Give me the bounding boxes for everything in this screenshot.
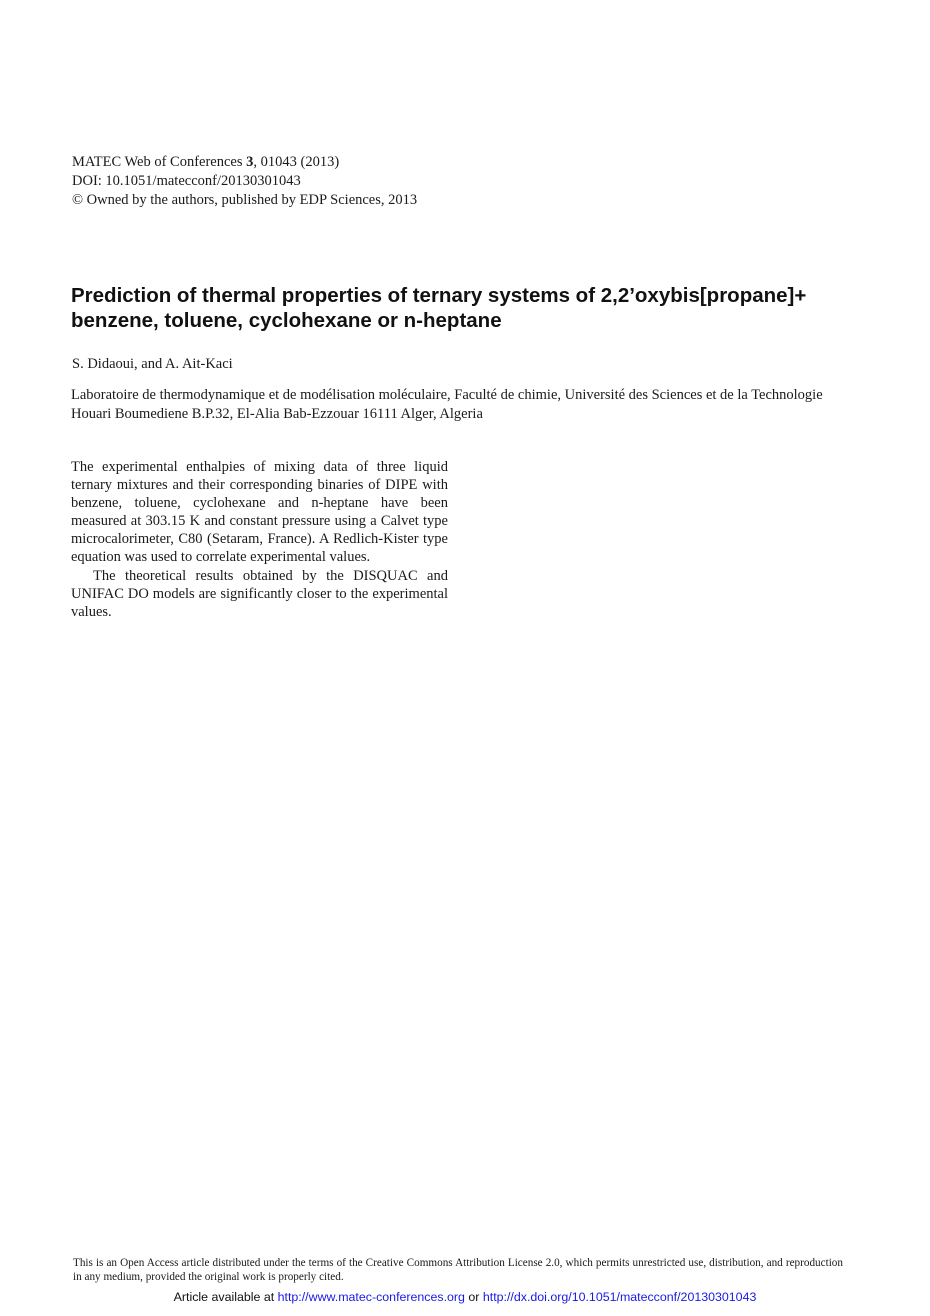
author-list: S. Didaoui, and A. Ait-Kaci	[72, 356, 233, 372]
abstract	[71, 458, 448, 621]
or-separator: or	[464, 1290, 483, 1304]
journal-header	[72, 153, 417, 210]
doi-line: DOI: 10.1051/matecconf/20130301043	[72, 173, 301, 189]
availability-label: Article available at	[173, 1290, 278, 1304]
abstract-paragraph: The theoretical results obtained by the DISQUAC and UNIFAC DO models are significantly closer to the experimental values.	[71, 567, 448, 620]
abstract-paragraph: The experimental enthalpies of mixing data of three liquid ternary mixtures and their corresponding binaries of DIPE with benzene, toluene, cyclohexane and n-heptane have been measured at 303.15 K and constant pressure using a Calvet type microcalorimeter, C80 (Setaram, France). A Redlich-Kister type equation was used to correlate experimental values.	[71, 459, 448, 566]
paper-title: Prediction of thermal properties of ternary systems of 2,2’oxybis[propane]+ benzene, toluene, cyclohexane or n-heptane	[71, 284, 807, 332]
license-notice: This is an Open Access article distributed under the terms of the Creative Commons Attribution License 2.0, which permits unrestricted use, distribution, and reproduction in any medium, provided the original work is properly cited.	[73, 1257, 843, 1283]
doi-link[interactable]: http://dx.doi.org/10.1051/matecconf/20130301043	[482, 1290, 757, 1304]
availability-line	[0, 1289, 930, 1305]
article-number: , 01043 (2013)	[253, 154, 340, 170]
journal-website-link[interactable]: http://www.matec-conferences.org	[277, 1290, 465, 1304]
citation-line	[72, 153, 417, 172]
journal-name: MATEC Web of Conferences	[72, 154, 247, 170]
author-affiliation: Laboratoire de thermodynamique et de modélisation moléculaire, Faculté de chimie, Université des Sciences et de la Technologie Houari Boumediene B.P.32, El-Alia Bab-Ezzouar 16111 Alger, Algeria	[71, 387, 823, 422]
journal-volume: 3	[246, 154, 254, 170]
copyright-line: © Owned by the authors, published by EDP Sciences, 2013	[72, 192, 418, 208]
